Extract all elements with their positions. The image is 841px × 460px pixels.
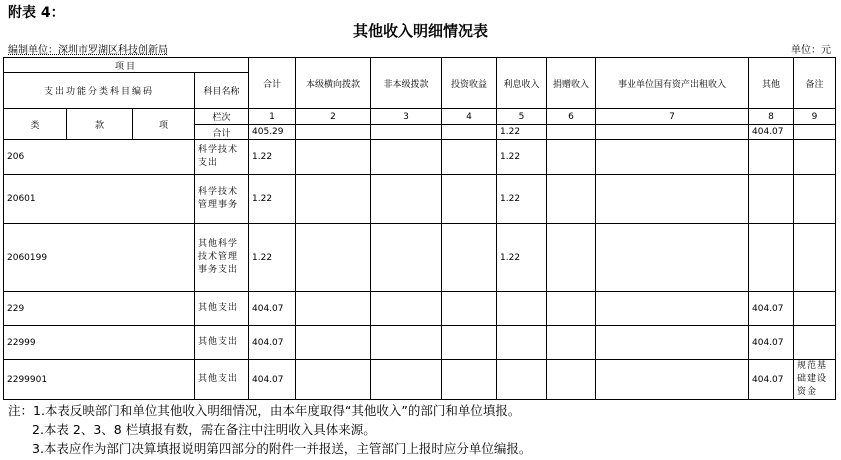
header-row-columns <box>4 109 836 125</box>
col-num: 9 <box>794 109 836 125</box>
row-code: 229 <box>4 292 195 326</box>
header-col-nonlocal-transfer: 非本级拨款 <box>371 58 442 109</box>
header-col-donation: 捐赠收入 <box>547 58 596 109</box>
note-line: 注：1.本表反映部门和单位其他收入明细情况，由本年度取得“其他收入”的部门和单位填报。 <box>8 403 521 418</box>
row-subject-name: 其他支出 <box>195 360 249 400</box>
note-line: 3.本表应作为部门决算填报说明第四部分的附件一并报送，主管部门上报时应分单位编报。 <box>32 441 532 456</box>
header-col-investment: 投资收益 <box>442 58 497 109</box>
header-project: 项目 <box>4 58 249 73</box>
col-num: 8 <box>749 109 794 125</box>
row-remarks <box>794 175 836 224</box>
row-sum: 404.07 <box>249 360 296 400</box>
row-interest <box>497 292 547 326</box>
total-label: 合计 <box>195 125 249 140</box>
header-lei: 类 <box>4 109 67 140</box>
row-code: 2060199 <box>4 224 195 292</box>
currency-unit: 单位：元 <box>791 45 831 56</box>
compiling-unit: 编制单位：深圳市罗湖区科技创新局 <box>8 45 168 56</box>
header-xiang: 项 <box>133 109 195 140</box>
row-interest: 1.22 <box>497 175 547 224</box>
table-row <box>4 175 836 224</box>
col-num: 2 <box>296 109 371 125</box>
page-title: 其他收入明细情况表 <box>352 22 488 40</box>
row-subject-name: 科学技术管理事务 <box>195 175 249 224</box>
row-interest: 1.22 <box>497 224 547 292</box>
col-num: 4 <box>442 109 497 125</box>
col-num: 1 <box>249 109 296 125</box>
row-code: 20601 <box>4 175 195 224</box>
row-sum: 404.07 <box>249 326 296 360</box>
table-row <box>4 140 836 175</box>
row-subject-name: 科学技术支出 <box>195 140 249 175</box>
row-other: 404.07 <box>749 292 794 326</box>
header-col-lease-income: 事业单位国有资产出租收入 <box>596 58 749 109</box>
row-sum: 1.22 <box>249 175 296 224</box>
col-num: 7 <box>596 109 749 125</box>
row-code: 206 <box>4 140 195 175</box>
row-code: 2299901 <box>4 360 195 400</box>
row-other: 404.07 <box>749 326 794 360</box>
total-other: 404.07 <box>749 125 794 140</box>
row-remarks <box>794 326 836 360</box>
row-subject-name: 其他支出 <box>195 326 249 360</box>
header-kuan: 款 <box>67 109 133 140</box>
row-remarks <box>794 224 836 292</box>
row-remarks <box>794 140 836 175</box>
income-detail-table <box>3 57 836 400</box>
row-remarks <box>794 292 836 326</box>
total-sum: 405.29 <box>249 125 296 140</box>
row-sum: 1.22 <box>249 140 296 175</box>
row-sum: 404.07 <box>249 292 296 326</box>
row-sum: 1.22 <box>249 224 296 292</box>
header-col-total: 合计 <box>249 58 296 109</box>
header-row-project <box>4 58 836 73</box>
row-other <box>749 175 794 224</box>
attachment-label: 附表 4： <box>8 5 65 21</box>
row-interest: 1.22 <box>497 140 547 175</box>
notes-block <box>8 401 531 458</box>
header-lanci: 栏次 <box>195 109 249 125</box>
header-col-interest: 利息收入 <box>497 58 547 109</box>
table-row <box>4 326 836 360</box>
header-col-local-transfer: 本级横向拨款 <box>296 58 371 109</box>
col-num: 3 <box>371 109 442 125</box>
total-interest: 1.22 <box>497 125 547 140</box>
col-num: 6 <box>547 109 596 125</box>
row-subject-name: 其他科学技术管理事务支出 <box>195 224 249 292</box>
row-interest <box>497 326 547 360</box>
row-interest <box>497 360 547 400</box>
table-row <box>4 224 836 292</box>
row-other <box>749 140 794 175</box>
table-row <box>4 292 836 326</box>
table-row <box>4 360 836 400</box>
col-num: 5 <box>497 109 547 125</box>
note-line: 2.本表 2、3、8 栏填报有数，需在备注中注明收入具体来源。 <box>32 422 376 437</box>
header-func-code: 支出功能分类科目编码 <box>4 73 195 109</box>
header-col-other: 其他 <box>749 58 794 109</box>
row-other: 404.07 <box>749 360 794 400</box>
row-code: 22999 <box>4 326 195 360</box>
row-subject-name: 其他支出 <box>195 292 249 326</box>
header-col-remarks: 备注 <box>794 58 836 109</box>
row-remarks: 规范基础建设资金 <box>794 360 836 400</box>
row-other <box>749 224 794 292</box>
header-subject-name: 科目名称 <box>195 73 249 109</box>
